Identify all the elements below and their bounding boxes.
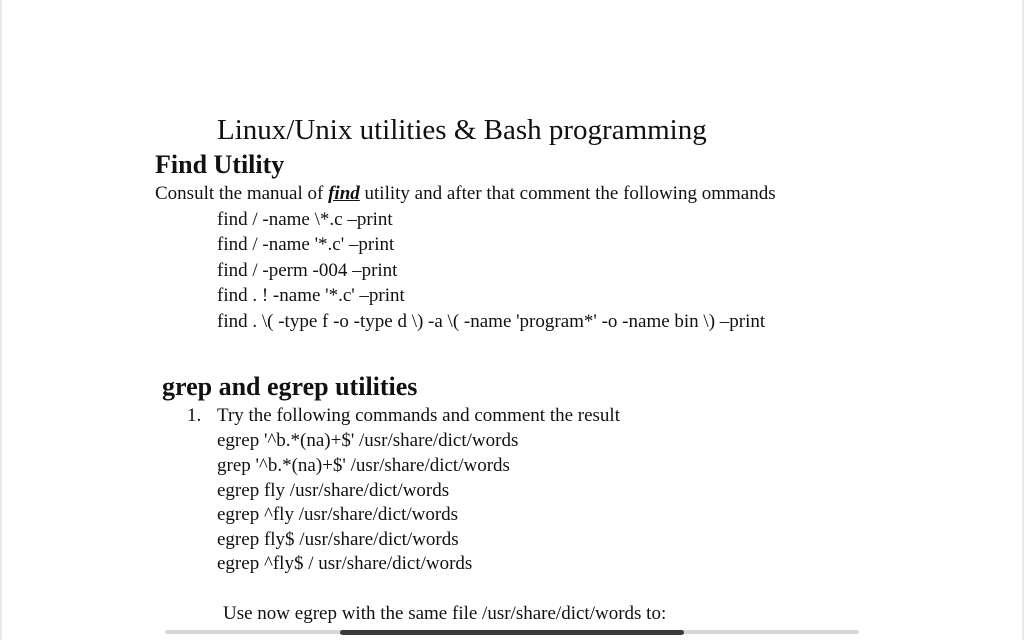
find-keyword: find	[328, 183, 360, 204]
intro-text-after: utility and after that comment the following ommands	[359, 183, 776, 204]
list-item-text: Try the following commands and comment the result	[217, 405, 620, 426]
list-number: 1.	[187, 405, 202, 426]
grep-command: egrep fly$ /usr/share/dict/words	[217, 529, 459, 550]
numbered-list-item	[187, 404, 620, 428]
horizontal-scrollbar-thumb[interactable]	[340, 630, 684, 635]
find-command: find / -perm -004 –print	[217, 260, 398, 281]
find-command: find . \( -type f -o -type d \) -a \( -name 'program*' -o -name bin \) –print	[217, 311, 766, 332]
page-edge-left	[0, 0, 2, 640]
find-command: find . ! -name '*.c' –print	[217, 285, 405, 306]
grep-egrep-heading: grep and egrep utilities	[162, 372, 418, 401]
grep-command: grep '^b.*(na)+$' /usr/share/dict/words	[217, 455, 510, 476]
find-intro-text	[155, 182, 776, 206]
grep-command: egrep fly /usr/share/dict/words	[217, 480, 450, 501]
intro-text-before: Consult the manual of	[155, 183, 329, 204]
find-command: find / -name \*.c –print	[217, 209, 393, 230]
grep-command: egrep ^fly$ / usr/share/dict/words	[217, 553, 473, 574]
grep-command: egrep '^b.*(na)+$' /usr/share/dict/words	[217, 430, 519, 451]
closing-instruction: Use now egrep with the same file /usr/share/dict/words to:	[223, 603, 667, 624]
find-utility-heading: Find Utility	[155, 150, 285, 179]
find-command: find / -name '*.c' –print	[217, 234, 395, 255]
grep-command: egrep ^fly /usr/share/dict/words	[217, 504, 459, 525]
document-title: Linux/Unix utilities & Bash programming	[217, 114, 707, 146]
